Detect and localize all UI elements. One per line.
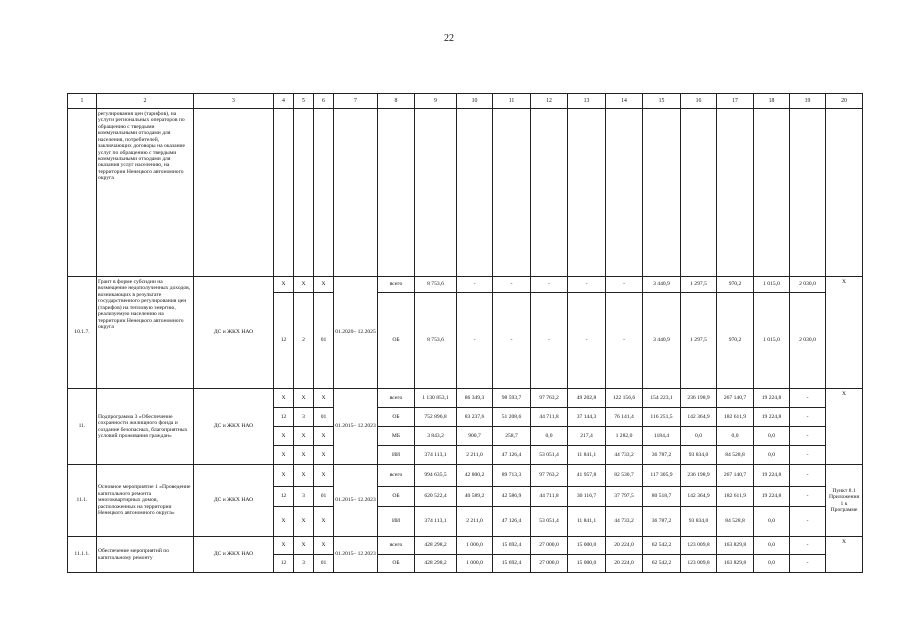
cell: Х — [274, 389, 294, 408]
source-cell: всего — [378, 277, 415, 293]
row-name-cell: Подпрограмма 3 «Обеспечение сохранности жилищного фонда и создание безопасных, благоприятных условий проживания граждан» — [97, 389, 194, 465]
col-header: 1 — [68, 94, 97, 109]
col-header: 5 — [294, 94, 314, 109]
value-cell: 19 224,8 — [754, 465, 790, 487]
value-cell: 970,2 — [717, 293, 754, 389]
cell: Х — [314, 277, 334, 293]
value-cell: 752 896,8 — [415, 408, 457, 427]
value-cell: 123 009,8 — [681, 537, 717, 555]
value-cell: - — [606, 293, 643, 389]
value-cell: 44 733,2 — [606, 507, 643, 537]
note-cell: Х — [826, 389, 863, 465]
value-cell: 1 282,0 — [606, 427, 643, 446]
cell — [415, 109, 457, 277]
source-cell: всего — [378, 389, 415, 408]
value-cell: 2 211,0 — [457, 446, 493, 465]
value-cell: 62 542,2 — [643, 537, 681, 555]
value-cell: 84 528,8 — [717, 446, 754, 465]
row-name-cell: Обеспечение мероприятий по капитальному ремонту — [97, 537, 194, 573]
row-name-cell: регулирования цен (тарифов), на услуги региональных операторов по обращению с твердыми коммунальными отходами для населения, потребителей, заключающих договоры на оказание услуг по обращению с твердыми коммунальными отходами для оказания услуг населению, на территории Ненецкого автономного округа — [97, 109, 194, 277]
value-cell: 42 800,2 — [457, 465, 493, 487]
value-cell: 37 144,3 — [568, 408, 606, 427]
value-cell: 0,0 — [754, 507, 790, 537]
source-cell: ИИ — [378, 507, 415, 537]
value-cell: 1 000,0 — [457, 555, 493, 573]
note-cell: Пункт 8.1 Приложения 1 к Программе — [826, 465, 863, 537]
col-header: 13 — [568, 94, 606, 109]
source-cell: всего — [378, 537, 415, 555]
cell: 2 — [294, 293, 314, 389]
value-cell: 163 829,8 — [717, 537, 754, 555]
col-header: 4 — [274, 94, 294, 109]
col-header: 3 — [194, 94, 274, 109]
col-header: 8 — [378, 94, 415, 109]
row-name-cell: Основное мероприятие 1 «Проведение капитального ремонта многоквартирных домов, расположенных на территории Ненецкого автономного округа» — [97, 465, 194, 537]
value-cell: 142 364,9 — [681, 487, 717, 507]
cell: Х — [294, 446, 314, 465]
value-cell: 53 051,4 — [531, 446, 568, 465]
cell: Х — [274, 277, 294, 293]
row-number-cell: 11.1. — [68, 465, 97, 537]
value-cell: - — [790, 465, 826, 487]
cell: 3 — [294, 487, 314, 507]
cell: 01 — [314, 555, 334, 573]
value-cell: 258,7 — [493, 427, 531, 446]
value-cell: 1 015,0 — [754, 277, 790, 293]
cell: Х — [294, 537, 314, 555]
cell: Х — [274, 507, 294, 537]
cell — [643, 109, 681, 277]
value-cell: 80 518,7 — [643, 487, 681, 507]
table-row — [68, 537, 863, 555]
source-cell: МБ — [378, 427, 415, 446]
value-cell: 970,2 — [717, 277, 754, 293]
source-cell: ОБ — [378, 408, 415, 427]
note-cell: Х — [826, 277, 863, 389]
value-cell: 154 223,1 — [643, 389, 681, 408]
value-cell: 994 635,5 — [415, 465, 457, 487]
table-row-continuation — [68, 109, 863, 277]
value-cell: 8 753,6 — [415, 293, 457, 389]
row-number-cell — [68, 109, 97, 277]
value-cell: 15 692,4 — [493, 555, 531, 573]
value-cell: 42 586,9 — [493, 487, 531, 507]
value-cell: - — [790, 507, 826, 537]
value-cell: 27 000,0 — [531, 555, 568, 573]
col-header: 15 — [643, 94, 681, 109]
value-cell: - — [568, 277, 606, 293]
row-name-cell: Грант в форме субсидии на возмещение недополученных доходов, возникающих в результате государственного регулирования цен (тарифов) на тепловую энергию, реализуемую населению на территории Ненецкого автономного округа — [97, 277, 194, 389]
value-cell: 97 763,2 — [531, 465, 568, 487]
cell: Х — [294, 277, 314, 293]
cell — [194, 109, 274, 277]
value-cell: - — [790, 389, 826, 408]
cell: 12 — [274, 408, 294, 427]
period-cell: 01.2015– 12.2023 — [334, 537, 378, 573]
cell — [717, 109, 754, 277]
value-cell: 20 224,0 — [606, 555, 643, 573]
executor-cell: ДС и ЖКХ НАО — [194, 277, 274, 389]
value-cell: 1184,4 — [643, 427, 681, 446]
cell — [457, 109, 493, 277]
value-cell: 182 611,9 — [717, 487, 754, 507]
source-cell: ОБ — [378, 487, 415, 507]
row-number-cell: 11. — [68, 389, 97, 465]
cell — [314, 109, 334, 277]
cell: Х — [314, 427, 334, 446]
value-cell: 82 530,7 — [606, 465, 643, 487]
table-row — [68, 389, 863, 408]
period-cell: 01.2020– 12.2025 — [334, 277, 378, 389]
value-cell: 36 787,2 — [643, 446, 681, 465]
value-cell: 19 224,8 — [754, 408, 790, 427]
value-cell: 47 126,4 — [493, 446, 531, 465]
value-cell: - — [457, 277, 493, 293]
value-cell: 93 834,0 — [681, 446, 717, 465]
value-cell: - — [790, 537, 826, 555]
value-cell: 30 116,7 — [568, 487, 606, 507]
value-cell: 8 753,6 — [415, 277, 457, 293]
table-row — [68, 277, 863, 293]
value-cell: 20 224,0 — [606, 537, 643, 555]
cell — [531, 109, 568, 277]
value-cell: - — [493, 277, 531, 293]
cell: 12 — [274, 487, 294, 507]
value-cell: 163 829,8 — [717, 555, 754, 573]
value-cell: 44 733,2 — [606, 446, 643, 465]
executor-cell: ДС и ЖКХ НАО — [194, 389, 274, 465]
program-table — [67, 93, 863, 573]
cell — [826, 109, 863, 277]
value-cell: 1 130 853,1 — [415, 389, 457, 408]
value-cell: 36 787,2 — [643, 507, 681, 537]
cell: Х — [294, 427, 314, 446]
col-header: 14 — [606, 94, 643, 109]
source-cell: ИИ — [378, 446, 415, 465]
value-cell: - — [568, 293, 606, 389]
cell: Х — [314, 537, 334, 555]
value-cell: 44 711,8 — [531, 408, 568, 427]
cell: Х — [314, 507, 334, 537]
value-cell: 122 156,6 — [606, 389, 643, 408]
value-cell: 49 202,8 — [568, 389, 606, 408]
value-cell: 41 957,8 — [568, 465, 606, 487]
cell — [790, 109, 826, 277]
value-cell: 428 298,2 — [415, 537, 457, 555]
col-header: 16 — [681, 94, 717, 109]
value-cell: 53 051,4 — [531, 507, 568, 537]
value-cell: 3 440,9 — [643, 293, 681, 389]
cell: Х — [294, 507, 314, 537]
value-cell: 3 843,2 — [415, 427, 457, 446]
value-cell: 62 542,2 — [643, 555, 681, 573]
value-cell: 620 522,4 — [415, 487, 457, 507]
value-cell: 0,0 — [531, 427, 568, 446]
value-cell: 117 305,9 — [643, 465, 681, 487]
value-cell: 428 298,2 — [415, 555, 457, 573]
cell — [274, 109, 294, 277]
col-header: 11 — [493, 94, 531, 109]
cell: Х — [314, 465, 334, 487]
value-cell: 86 349,3 — [457, 389, 493, 408]
value-cell: 89 713,3 — [493, 465, 531, 487]
cell: Х — [274, 427, 294, 446]
col-header: 20 — [826, 94, 863, 109]
value-cell: 0,0 — [754, 537, 790, 555]
value-cell: 44 711,8 — [531, 487, 568, 507]
value-cell: - — [790, 446, 826, 465]
col-header: 6 — [314, 94, 334, 109]
value-cell: 19 224,8 — [754, 487, 790, 507]
value-cell: 374 113,1 — [415, 446, 457, 465]
value-cell: - — [493, 293, 531, 389]
value-cell: - — [606, 277, 643, 293]
value-cell: 182 611,9 — [717, 408, 754, 427]
value-cell: - — [531, 277, 568, 293]
value-cell: 1 297,5 — [681, 277, 717, 293]
table-row — [68, 465, 863, 487]
source-cell: ОБ — [378, 555, 415, 573]
value-cell: 37 797,5 — [606, 487, 643, 507]
cell: Х — [314, 389, 334, 408]
value-cell: 84 528,8 — [717, 507, 754, 537]
cell — [334, 109, 378, 277]
value-cell: 2 030,0 — [790, 277, 826, 293]
value-cell: 51 208,6 — [493, 408, 531, 427]
col-header: 19 — [790, 94, 826, 109]
value-cell: 0,0 — [717, 427, 754, 446]
value-cell: 76 141,4 — [606, 408, 643, 427]
value-cell: 2 030,0 — [790, 293, 826, 389]
cell: 12 — [274, 293, 294, 389]
executor-cell: ДС и ЖКХ НАО — [194, 465, 274, 537]
cell: Х — [314, 446, 334, 465]
cell: Х — [294, 389, 314, 408]
cell — [568, 109, 606, 277]
value-cell: 0,0 — [754, 446, 790, 465]
value-cell: - — [457, 293, 493, 389]
col-header: 7 — [334, 94, 378, 109]
cell — [294, 109, 314, 277]
value-cell: 267 140,7 — [717, 389, 754, 408]
value-cell: 0,0 — [754, 427, 790, 446]
col-header: 17 — [717, 94, 754, 109]
header-row — [68, 94, 863, 109]
cell: 01 — [314, 408, 334, 427]
value-cell: 47 126,4 — [493, 507, 531, 537]
value-cell: 374 113,1 — [415, 507, 457, 537]
col-header: 2 — [97, 94, 194, 109]
cell: Х — [294, 465, 314, 487]
note-cell: Х — [826, 537, 863, 573]
value-cell: 11 841,1 — [568, 446, 606, 465]
value-cell: - — [531, 293, 568, 389]
value-cell: 236 198,9 — [681, 465, 717, 487]
cell: 01 — [314, 487, 334, 507]
cell — [606, 109, 643, 277]
cell: 12 — [274, 555, 294, 573]
value-cell: 217,4 — [568, 427, 606, 446]
value-cell: 15 000,0 — [568, 555, 606, 573]
value-cell: - — [790, 427, 826, 446]
cell — [378, 109, 415, 277]
col-header: 18 — [754, 94, 790, 109]
value-cell: - — [790, 487, 826, 507]
value-cell: 1 015,0 — [754, 293, 790, 389]
value-cell: 15 000,0 — [568, 537, 606, 555]
value-cell: 15 692,4 — [493, 537, 531, 555]
period-cell: 01.2015– 12.2023 — [334, 465, 378, 537]
value-cell: 3 440,9 — [643, 277, 681, 293]
value-cell: 1 000,0 — [457, 537, 493, 555]
value-cell: 1 297,5 — [681, 293, 717, 389]
value-cell: 19 224,8 — [754, 389, 790, 408]
source-cell: ОБ — [378, 293, 415, 389]
value-cell: 83 237,6 — [457, 408, 493, 427]
value-cell: 2 211,0 — [457, 507, 493, 537]
source-cell: всего — [378, 465, 415, 487]
col-header: 12 — [531, 94, 568, 109]
value-cell: 236 198,9 — [681, 389, 717, 408]
value-cell: 116 251,5 — [643, 408, 681, 427]
value-cell: 0,0 — [681, 427, 717, 446]
value-cell: 97 763,2 — [531, 389, 568, 408]
value-cell: 900,7 — [457, 427, 493, 446]
cell: Х — [274, 446, 294, 465]
col-header: 9 — [415, 94, 457, 109]
value-cell: 123 009,8 — [681, 555, 717, 573]
cell — [754, 109, 790, 277]
value-cell: 142 364,9 — [681, 408, 717, 427]
page-number: 22 — [444, 33, 454, 44]
col-header: 10 — [457, 94, 493, 109]
value-cell: - — [790, 555, 826, 573]
cell: 3 — [294, 555, 314, 573]
executor-cell: ДС и ЖКХ НАО — [194, 537, 274, 573]
value-cell: 98 593,7 — [493, 389, 531, 408]
cell — [681, 109, 717, 277]
cell: 3 — [294, 408, 314, 427]
value-cell: 40 589,2 — [457, 487, 493, 507]
value-cell: 11 841,1 — [568, 507, 606, 537]
value-cell: 27 000,0 — [531, 537, 568, 555]
value-cell: 93 834,0 — [681, 507, 717, 537]
value-cell: 267 140,7 — [717, 465, 754, 487]
cell: Х — [274, 465, 294, 487]
cell: Х — [274, 537, 294, 555]
cell — [493, 109, 531, 277]
value-cell: 0,0 — [754, 555, 790, 573]
period-cell: 01.2015– 12.2023 — [334, 389, 378, 465]
cell: 01 — [314, 293, 334, 389]
value-cell: - — [790, 408, 826, 427]
row-number-cell: 10.1.7. — [68, 277, 97, 389]
row-number-cell: 11.1.1. — [68, 537, 97, 573]
